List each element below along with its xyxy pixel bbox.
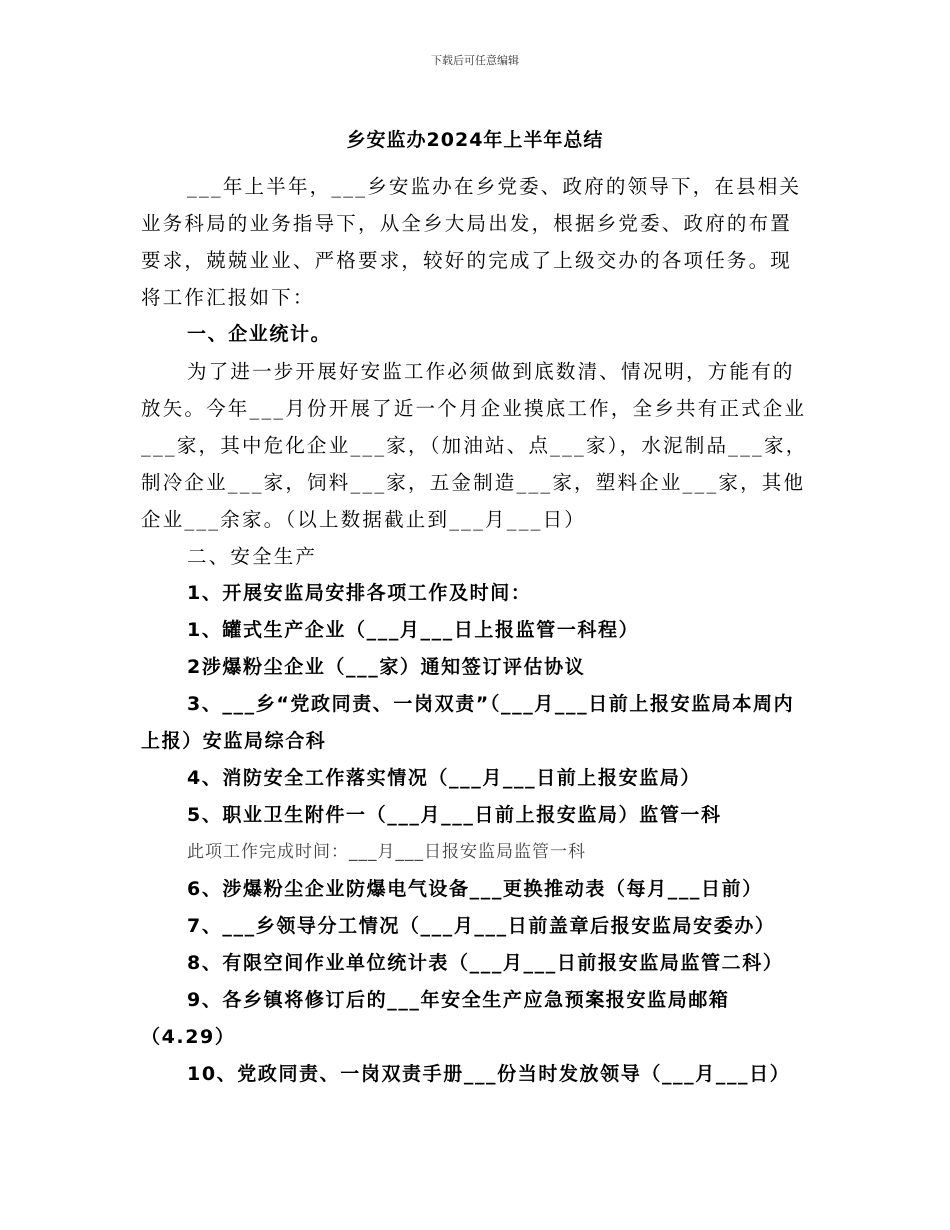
task-item-5: 5、职业卫生附件一（___月___日前上报安监局）监管一科 (187, 804, 722, 826)
document-body (141, 168, 813, 1093)
task-item-7: 7、___乡领导分工情况（___月___日前盖章后报安监局安委办） (187, 915, 776, 937)
enterprise-paragraph: 为了进一步开展好安监工作必须做到底数清、情况明，方能有的放矢。今年___月份开展了近一个月企业摸底工作，全乡共有正式企业___家，其中危化企业___家，（加油站、点___家），水泥制品___家，制冷企业___家，饲料___家，五金制造___家，塑料企业___家，其他企业___余家。（以上数据截止到___月___日） (141, 360, 808, 531)
task-item-6: 6、涉爆粉尘企业防爆电气设备___更换推动表（每月___日前） (187, 878, 763, 900)
section-heading-enterprise: 一、企业统计。 (187, 323, 332, 345)
task-item-9: 9、各乡镇将修订后的___年安全生产应急预案报安监局邮箱（4.29） (141, 989, 730, 1048)
task-list-header: 1、开展安监局安排各项工作及时间： (187, 582, 532, 604)
section-heading-safety: 二、安全生产 (187, 545, 318, 568)
task-item-4: 4、消防安全工作落实情况（___月___日前上报安监局） (187, 767, 702, 789)
task-item-1: 1、罐式生产企业（___月___日上报监管一科程） (187, 619, 640, 641)
task-item-8: 8、有限空间作业单位统计表（___月___日前报安监局监管二科） (187, 952, 784, 974)
task-item-2: 2涉爆粉尘企业（___家）通知签订评估协议 (187, 656, 586, 678)
task-item-3: 3、___乡“党政同责、一岗双责”（___月___日前上报安监局本周内上报）安监局综合科 (141, 693, 795, 752)
task-item-5-note: 此项工作完成时间：___月___日报安监局监管一科 (187, 842, 586, 862)
task-item-10: 10、党政同责、一岗双责手册___份当时发放领导（___月___日） (187, 1063, 791, 1085)
page-header: 下载后可任意编辑 (431, 54, 519, 67)
intro-paragraph: ___年上半年，___乡安监办在乡党委、政府的领导下，在县相关业务科局的业务指导下，从全乡大局出发，根据乡党委、政府的布置要求，兢兢业业、严格要求，较好的完成了上级交办的各项任务。现将工作汇报如下： (141, 175, 802, 309)
document-title: 乡安监办2024年上半年总结 (346, 129, 604, 151)
